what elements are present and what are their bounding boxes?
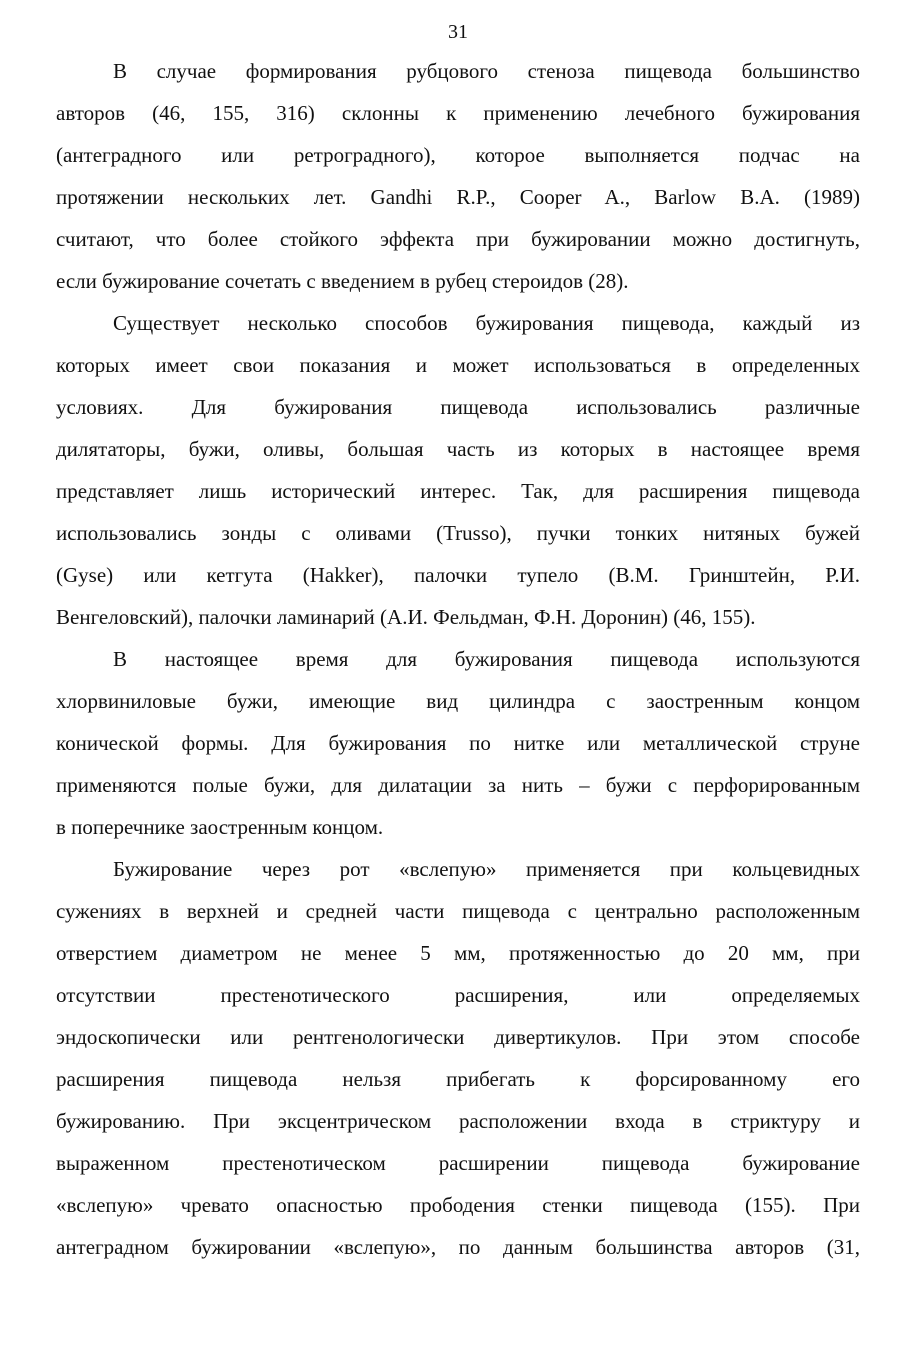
text-line: применяются полые бужи, для дилатации за нить – бужи с перфорированным xyxy=(56,773,860,797)
text-line: Существует несколько способов бужирования пищевода, каждый из xyxy=(113,311,860,335)
text-line: если бужирование сочетать с введением в рубец стероидов (28). xyxy=(56,269,629,293)
text-line: считают, что более стойкого эффекта при бужировании можно достигнуть, xyxy=(56,227,860,251)
text-line: Бужирование через рот «вслепую» применяется при кольцевидных xyxy=(113,857,860,881)
text-line: бужированию. При эксцентрическом расположении входа в стриктуру и xyxy=(56,1109,860,1133)
paragraph-4 xyxy=(56,848,860,1268)
text-line: «вслепую» чревато опасностью прободения стенки пищевода (155). При xyxy=(56,1193,860,1217)
text-line: авторов (46, 155, 316) склонны к применению лечебного бужирования xyxy=(56,101,860,125)
text-line: использовались зонды с оливами (Trusso), пучки тонких нитяных бужей xyxy=(56,521,860,545)
text-line: выраженном престенотическом расширении пищевода бужирование xyxy=(56,1151,860,1175)
text-line: конической формы. Для бужирования по нитке или металлической струне xyxy=(56,731,860,755)
page-number: 31 xyxy=(448,21,468,43)
text-line: сужениях в верхней и средней части пищевода с центрально расположенным xyxy=(56,899,860,923)
text-line: В случае формирования рубцового стеноза пищевода большинство xyxy=(113,59,860,83)
text-line: (Gyse) или кетгута (Hakker), палочки тупело (В.М. Гринштейн, Р.И. xyxy=(56,563,860,587)
paragraph-2 xyxy=(56,302,860,638)
text-line: хлорвиниловые бужи, имеющие вид цилиндра с заостренным концом xyxy=(56,689,860,713)
text-line: дилятаторы, бужи, оливы, большая часть из которых в настоящее время xyxy=(56,437,860,461)
text-line: в поперечнике заостренным концом. xyxy=(56,815,384,839)
paragraph-1 xyxy=(56,50,860,302)
text-line: представляет лишь исторический интерес. Так, для расширения пищевода xyxy=(56,479,860,503)
text-line: расширения пищевода нельзя прибегать к форсированному его xyxy=(56,1067,860,1091)
text-line: которых имеет свои показания и может использоваться в определенных xyxy=(56,353,860,377)
text-line: В настоящее время для бужирования пищевода используются xyxy=(113,647,860,671)
text-line: отсутствии престенотического расширения, или определяемых xyxy=(56,983,860,1007)
text-line: антеградном бужировании «вслепую», по данным большинства авторов (31, xyxy=(56,1235,860,1259)
paragraph-3 xyxy=(56,638,860,848)
text-line: (антеградного или ретроградного), которое выполняется подчас на xyxy=(56,143,860,167)
text-line: отверстием диаметром не менее 5 мм, протяженностью до 20 мм, при xyxy=(56,941,860,965)
text-line: Венгеловский), палочки ламинарий (А.И. Фельдман, Ф.Н. Доронин) (46, 155). xyxy=(56,605,756,629)
text-line: условиях. Для бужирования пищевода использовались различные xyxy=(56,395,860,419)
text-line: эндоскопически или рентгенологически дивертикулов. При этом способе xyxy=(56,1025,860,1049)
text-line: протяжении нескольких лет. Gandhi R.P., Cooper A., Barlow B.A. (1989) xyxy=(56,185,860,209)
